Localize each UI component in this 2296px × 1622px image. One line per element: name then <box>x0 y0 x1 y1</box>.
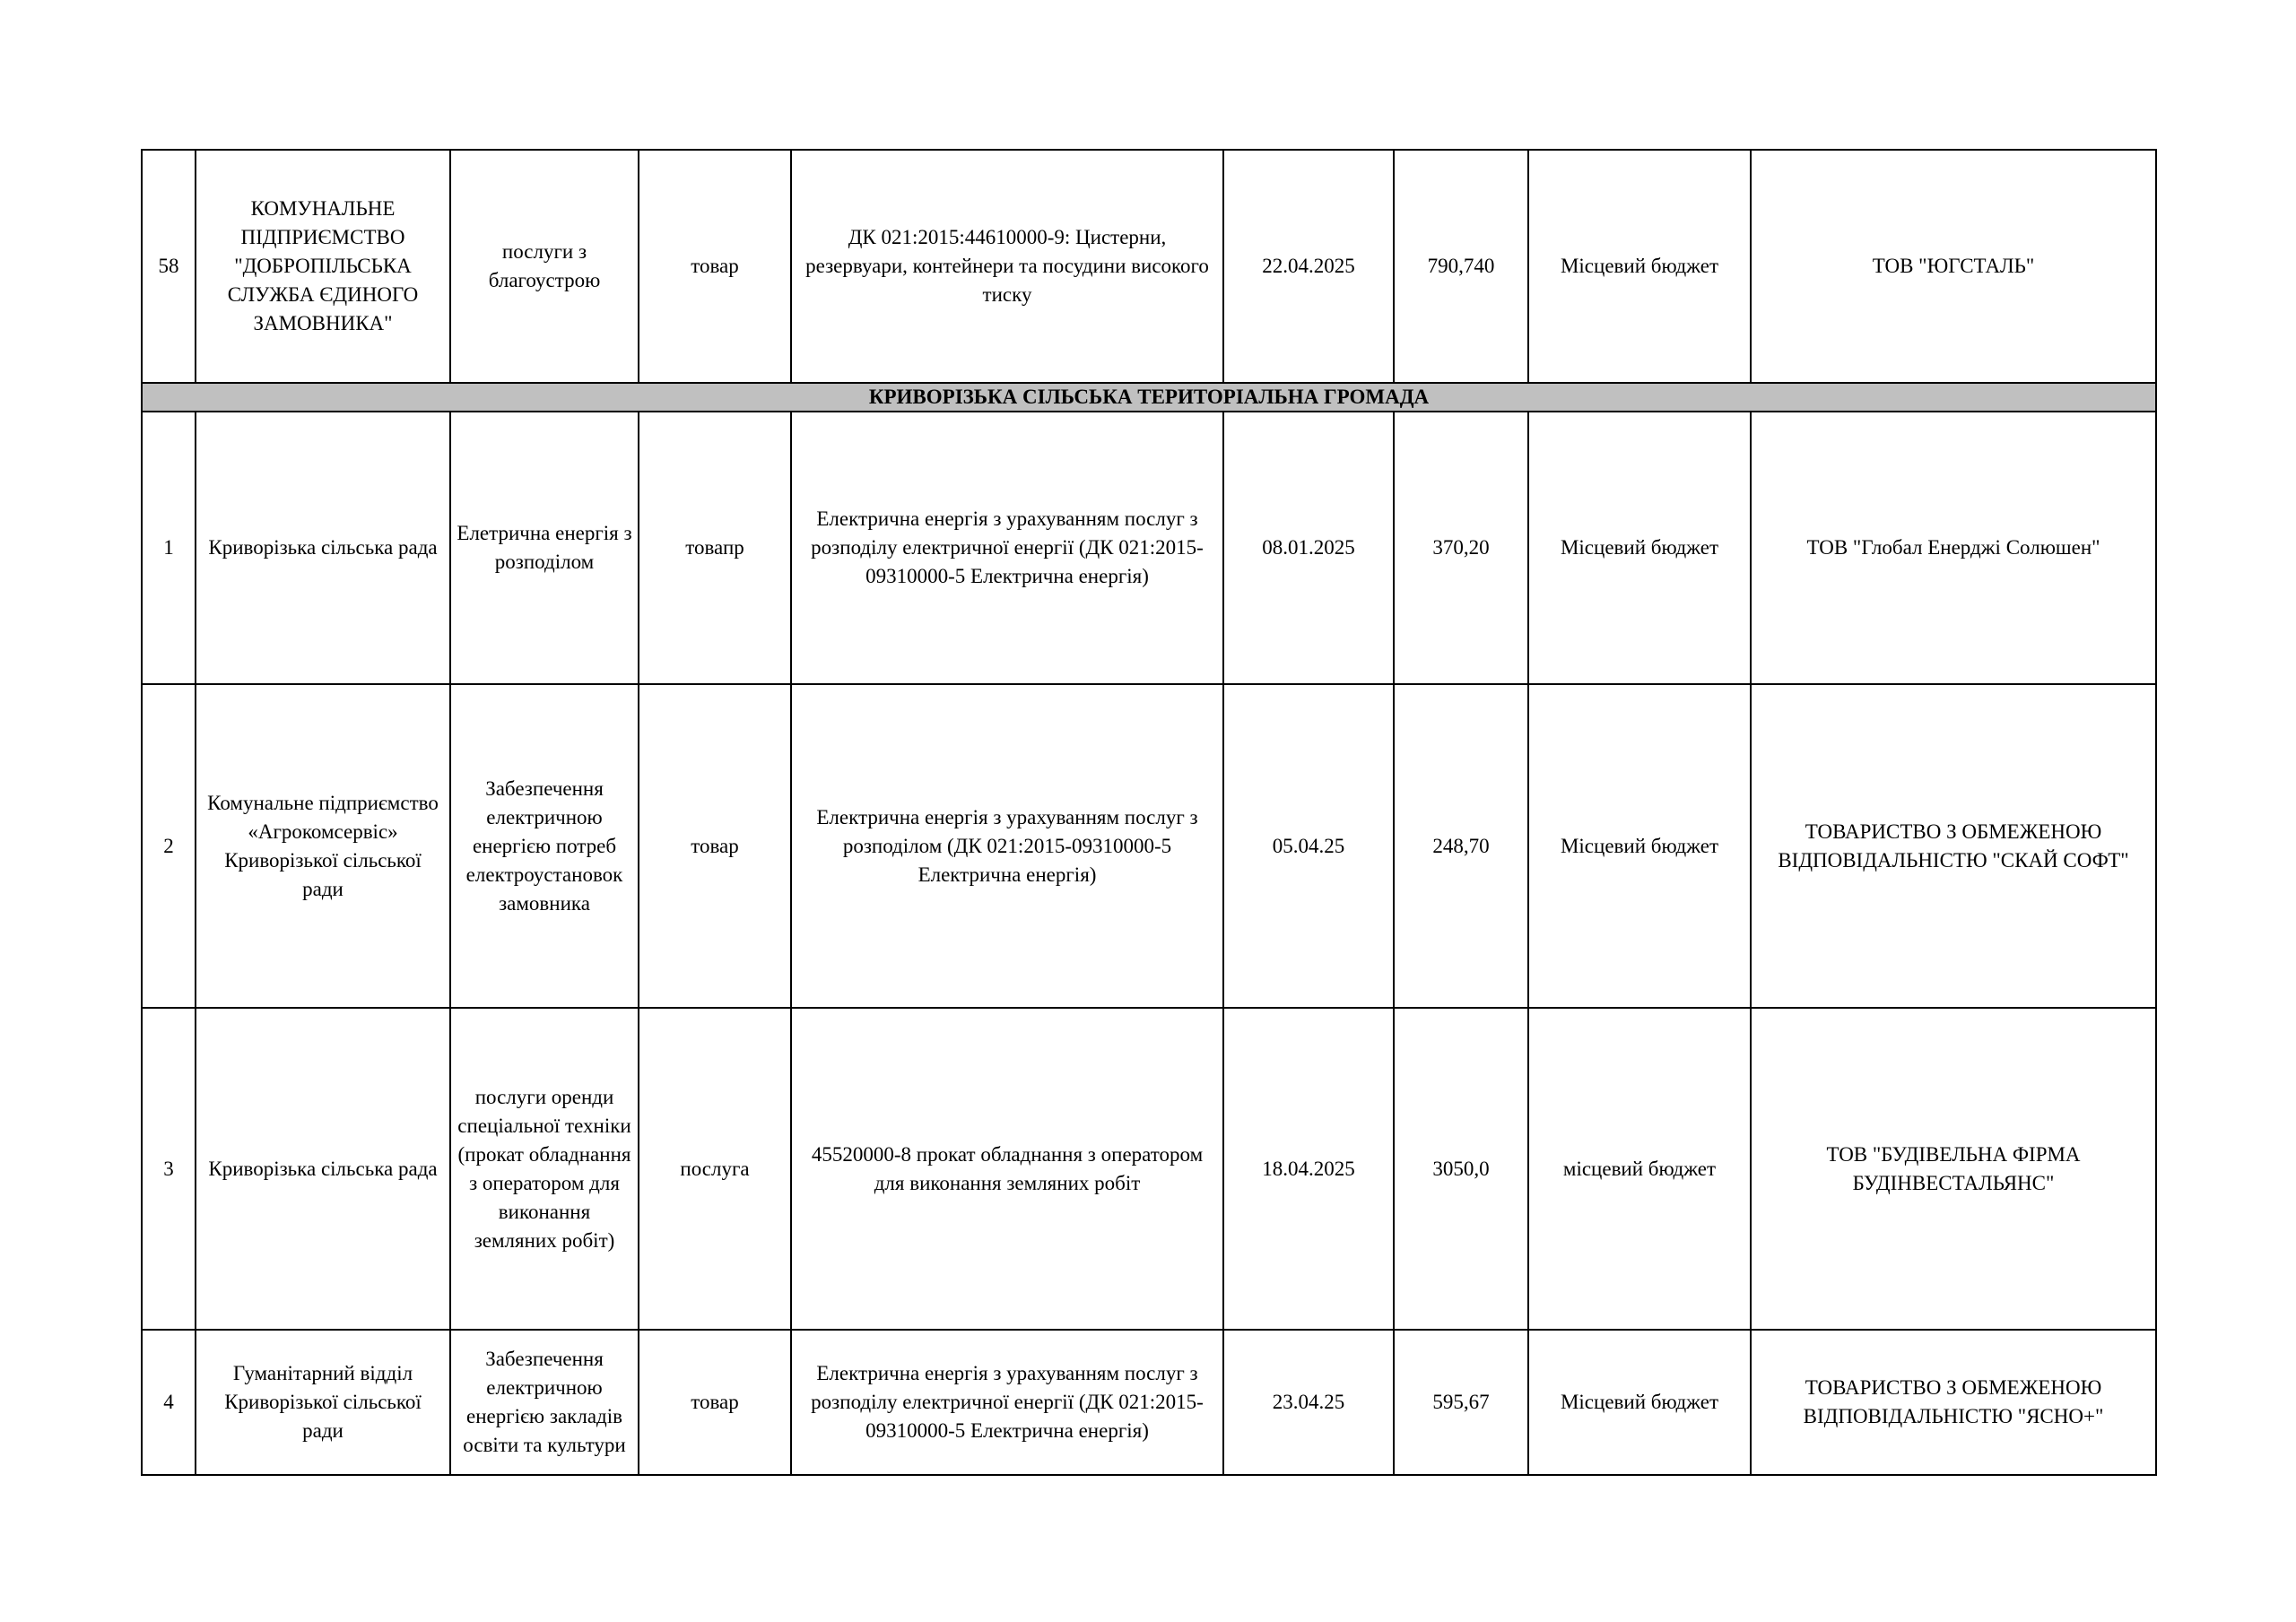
code-cell: Електрична енергія з урахуванням послуг з розподілом (ДК 021:2015-09310000-5 Електрична енергія) <box>791 684 1223 1008</box>
date-cell: 08.01.2025 <box>1223 412 1394 684</box>
customer-cell: Комунальне підприємство «Агрокомсервіс» Криворізької сільської ради <box>196 684 450 1008</box>
code-cell: Електрична енергія з урахуванням послуг з розподілу електричної енергії (ДК 021:2015-09310000-5 Електрична енергія) <box>791 1330 1223 1475</box>
subject-cell: Забезпечення електричною енергією закладів освіти та культури <box>450 1330 639 1475</box>
date-cell: 18.04.2025 <box>1223 1008 1394 1330</box>
type-cell: товар <box>639 684 791 1008</box>
table-row <box>142 412 2156 684</box>
customer-cell: Криворізька сільська рада <box>196 1008 450 1330</box>
amount-cell: 248,70 <box>1394 684 1528 1008</box>
row-number: 1 <box>142 412 196 684</box>
contractor-cell: ТОВ "БУДІВЕЛЬНА ФІРМА БУДІНВЕСТАЛЬЯНС" <box>1751 1008 2156 1330</box>
type-cell: товар <box>639 1330 791 1475</box>
amount-cell: 790,740 <box>1394 150 1528 383</box>
contractor-cell: ТОВ "ЮГСТАЛЬ" <box>1751 150 2156 383</box>
table-row <box>142 1330 2156 1475</box>
type-cell: товар <box>639 150 791 383</box>
date-cell: 23.04.25 <box>1223 1330 1394 1475</box>
subject-cell: послуги оренди спеціальної техніки (прокат обладнання з оператором для виконання земляних робіт) <box>450 1008 639 1330</box>
customer-cell: Криворізька сільська рада <box>196 412 450 684</box>
amount-cell: 595,67 <box>1394 1330 1528 1475</box>
contractor-cell: ТОВ "Глобал Енерджі Солюшен" <box>1751 412 2156 684</box>
customer-cell: Гуманітарний відділ Криворізької сільської ради <box>196 1330 450 1475</box>
code-cell: ДК 021:2015:44610000-9: Цистерни, резервуари, контейнери та посудини високого тиску <box>791 150 1223 383</box>
procurement-table <box>141 149 2157 1476</box>
budget-cell: Місцевий бюджет <box>1528 412 1751 684</box>
code-cell: Електрична енергія з урахуванням послуг з розподілу електричної енергії (ДК 021:2015-09310000-5 Електрична енергія) <box>791 412 1223 684</box>
subject-cell: Елетрична енергія з розподілом <box>450 412 639 684</box>
row-number: 3 <box>142 1008 196 1330</box>
subject-cell: послуги з благоустрою <box>450 150 639 383</box>
table-row <box>142 1008 2156 1330</box>
row-number: 4 <box>142 1330 196 1475</box>
table-row <box>142 150 2156 383</box>
type-cell: товапр <box>639 412 791 684</box>
row-number: 58 <box>142 150 196 383</box>
date-cell: 05.04.25 <box>1223 684 1394 1008</box>
section-header-row <box>142 383 2156 412</box>
section-title: КРИВОРІЗЬКА СІЛЬСЬКА ТЕРИТОРІАЛЬНА ГРОМАДА <box>142 383 2156 412</box>
contractor-cell: ТОВАРИСТВО З ОБМЕЖЕНОЮ ВІДПОВІДАЛЬНІСТЮ "ЯСНО+" <box>1751 1330 2156 1475</box>
contractor-cell: ТОВАРИСТВО З ОБМЕЖЕНОЮ ВІДПОВІДАЛЬНІСТЮ "СКАЙ СОФТ" <box>1751 684 2156 1008</box>
date-cell: 22.04.2025 <box>1223 150 1394 383</box>
type-cell: послуга <box>639 1008 791 1330</box>
budget-cell: Місцевий бюджет <box>1528 1330 1751 1475</box>
amount-cell: 370,20 <box>1394 412 1528 684</box>
row-number: 2 <box>142 684 196 1008</box>
budget-cell: Місцевий бюджет <box>1528 684 1751 1008</box>
amount-cell: 3050,0 <box>1394 1008 1528 1330</box>
budget-cell: місцевий бюджет <box>1528 1008 1751 1330</box>
customer-cell: КОМУНАЛЬНЕ ПІДПРИЄМСТВО "ДОБРОПІЛЬСЬКА СЛУЖБА ЄДИНОГО ЗАМОВНИКА" <box>196 150 450 383</box>
budget-cell: Місцевий бюджет <box>1528 150 1751 383</box>
subject-cell: Забезпечення електричною енергією потреб електроустановок замовника <box>450 684 639 1008</box>
table-row <box>142 684 2156 1008</box>
code-cell: 45520000-8 прокат обладнання з оператором для виконання земляних робіт <box>791 1008 1223 1330</box>
